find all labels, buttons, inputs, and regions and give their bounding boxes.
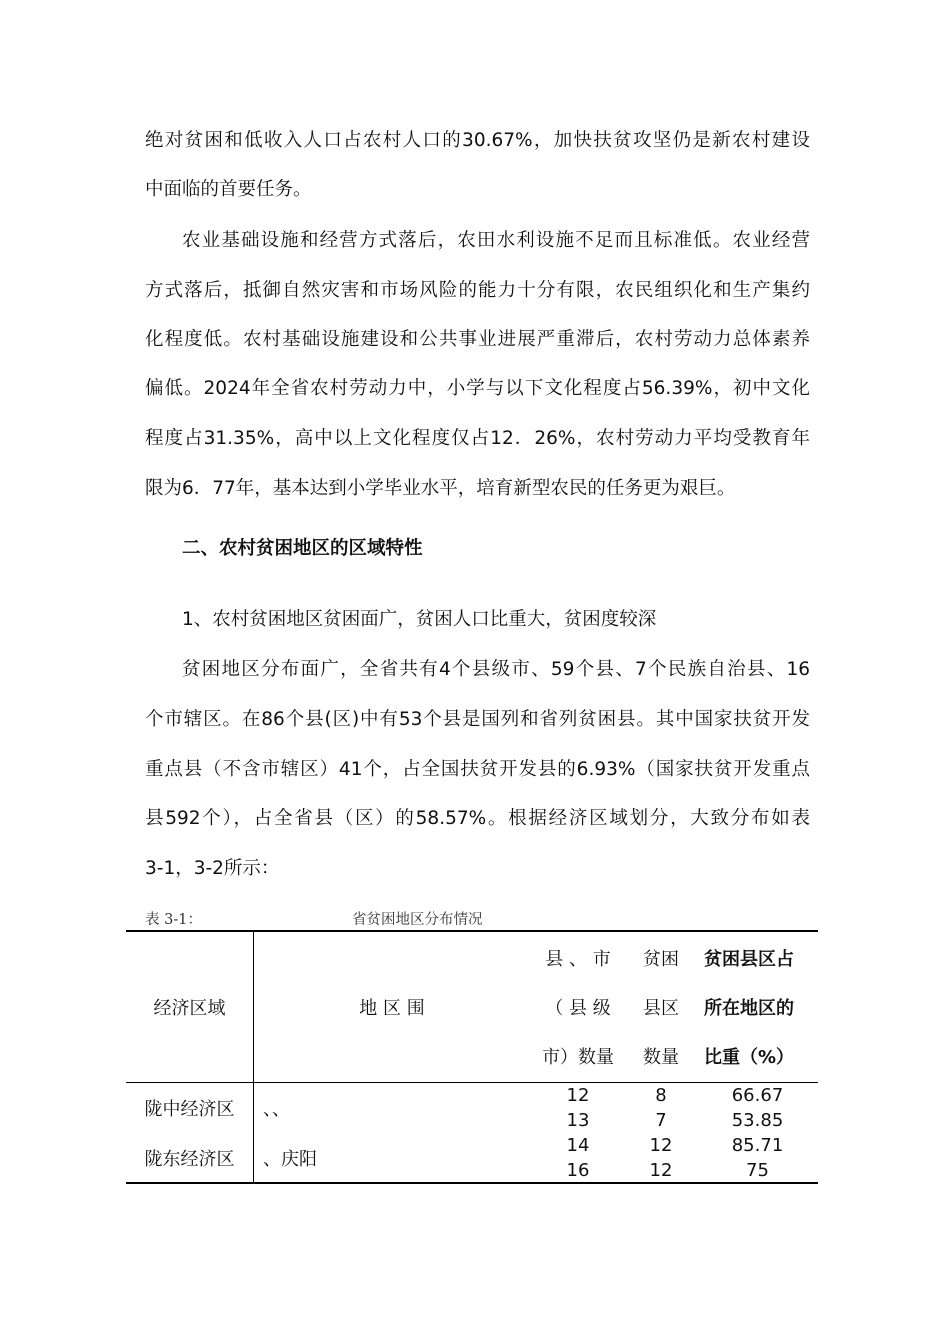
header-ratio-line2: 所在地区的: [704, 998, 794, 1019]
paragraph-line: 方式落后，抵御自然灾害和市场风险的能力十分有限，农民组织化和生产集约: [145, 280, 810, 301]
header-region: 经济区域: [153, 998, 226, 1019]
section-heading: 二、农村贫困地区的区域特性: [182, 538, 423, 559]
ratio-cell: 53.85: [731, 1110, 784, 1131]
count-cell: 12: [566, 1085, 590, 1106]
table-caption-number: 表 3-1：: [145, 912, 202, 928]
header-poor-line3: 数量: [643, 1047, 679, 1068]
poor-count-cell: 12: [649, 1135, 673, 1156]
paragraph-line: 3-1，3-2所示：: [145, 858, 280, 879]
subsection-heading: 1、农村贫困地区贫困面广，贫困人口比重大，贫困度较深: [182, 609, 657, 630]
count-cell: 14: [566, 1135, 590, 1156]
table-caption-title: 省贫困地区分布情况: [352, 912, 483, 928]
area-cell: 、、: [263, 1099, 290, 1120]
poor-count-cell: 8: [655, 1085, 667, 1106]
header-ratio-line3: 比重（%）: [704, 1047, 795, 1068]
region-cell: 陇中经济区: [144, 1099, 235, 1120]
header-count-line3: 市）数量: [542, 1047, 614, 1068]
paragraph-line: 农业基础设施和经营方式落后，农田水利设施不足而且标准低。农业经营: [182, 230, 810, 251]
paragraph-line: 重点县（不含市辖区）41个，占全国扶贫开发县的6.93%（国家扶贫开发重点: [145, 759, 810, 780]
paragraph-line: 化程度低。农村基础设施建设和公共事业进展严重滞后，农村劳动力总体素养: [145, 329, 810, 350]
count-cell: 13: [566, 1110, 590, 1131]
header-area: 地 区 围: [359, 998, 425, 1019]
area-cell: 、庆阳: [263, 1149, 317, 1170]
header-poor-line2: 县区: [643, 998, 679, 1019]
region-cell: 陇东经济区: [144, 1149, 235, 1170]
poor-count-cell: 12: [649, 1160, 673, 1181]
paragraph-line: 限为6．77年，基本达到小学毕业水平，培育新型农民的任务更为艰巨。: [145, 478, 736, 499]
header-ratio-line1: 贫困县区占: [704, 949, 794, 970]
table-header-rule: [126, 1082, 818, 1083]
header-count-line1: 县 、 市: [545, 949, 611, 970]
table-column-divider: [253, 931, 254, 1183]
ratio-cell: 85.71: [731, 1135, 784, 1156]
count-cell: 16: [566, 1160, 590, 1181]
paragraph-line: 偏低。2024年全省农村劳动力中，小学与以下文化程度占56.39%，初中文化: [145, 378, 810, 399]
paragraph-line: 程度占31.35%，高中以上文化程度仅占12．26%，农村劳动力平均受教育年: [145, 428, 810, 449]
header-count-line2: （ 县 级: [545, 998, 611, 1019]
paragraph-line: 贫困地区分布面广，全省共有4个县级市、59个县、7个民族自治县、16: [182, 659, 810, 680]
table-top-rule: [126, 930, 818, 932]
ratio-cell: 75: [746, 1160, 769, 1181]
paragraph-line: 县592个），占全省县（区）的58.57%。根据经济区域划分，大致分布如表: [145, 808, 810, 829]
paragraph-line: 中面临的首要任务。: [145, 179, 312, 200]
paragraph-line: 绝对贫困和低收入人口占农村人口的30.67%，加快扶贫攻坚仍是新农村建设: [145, 130, 810, 151]
ratio-cell: 66.67: [731, 1085, 784, 1106]
paragraph-line: 个市辖区。在86个县(区)中有53个县是国列和省列贫困县。其中国家扶贫开发: [145, 709, 810, 730]
poor-count-cell: 7: [655, 1110, 667, 1131]
header-poor-line1: 贫困: [643, 949, 679, 970]
